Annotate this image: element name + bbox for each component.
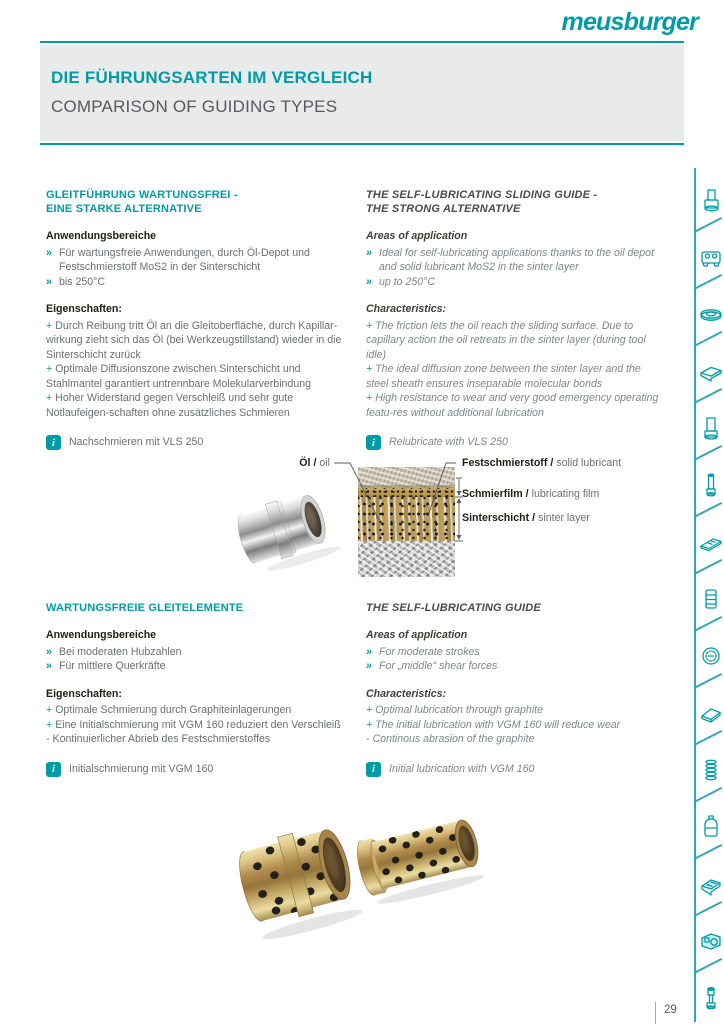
title-block-rule [40, 143, 684, 145]
info-icon: i [46, 762, 61, 777]
section1-heading-en: THE SELF-LUBRICATING SLIDING GUIDE - THE STRONG ALTERNATIVE [366, 189, 598, 215]
section2-heading-de: WARTUNGSFREIE GLEITELEMENTE [46, 602, 244, 614]
list-item: + Eine Initialschmierung mit VGM 160 reduziert den Verschleiß [46, 718, 341, 731]
sinter-layer-label: Sinterschicht / sinter layer [462, 512, 590, 524]
applications-list [366, 645, 666, 674]
washer-ring-icon [697, 286, 724, 343]
list-item: - Continous abrasion of the graphite [366, 733, 535, 745]
shoulder-screw-icon [697, 172, 724, 229]
list-item: + Optimale Diffusionszone zwischen Sinterschicht und Stahlmantel garantiert untrennbare Molekularverbindung [46, 363, 312, 390]
applications-title: Anwendungsbereiche [46, 629, 157, 641]
oil-label: Öl / oil [299, 457, 330, 469]
lubricating-film-label: Schmierfilm / lubricating film [462, 488, 600, 500]
lubricant-bottle-icon [697, 799, 724, 856]
list-item: - Kontinuierlicher Abrieb des Festschmierstoffes [46, 733, 271, 745]
list-item: + High resistance to wear and very good emergency operating featu-res without additional lubrication [366, 392, 659, 419]
list-item: » bis 250°C [46, 275, 106, 288]
characteristics-title: Eigenschaften: [46, 303, 122, 315]
latch-lock-icon [697, 913, 724, 970]
info-note [366, 435, 666, 450]
info-icon: i [366, 435, 381, 450]
bronze-bushing-photo-left [234, 805, 364, 957]
centering-unit-icon [697, 229, 724, 286]
guide-pillar-icon [697, 457, 724, 514]
characteristics-title: Eigenschaften: [46, 687, 122, 700]
section1-heading-de: GLEITFÜHRUNG WARTUNGSFREI - EINE STARKE ALTERNATIVE [46, 189, 238, 215]
page-title-en: COMPARISON OF GUIDING TYPES [51, 97, 338, 116]
list-item: » Ideal for self-lubricating applications thanks to the oil depot and solid lubricant MoS2 in the sinter layer [366, 246, 655, 273]
characteristics-title: Characteristics: [366, 303, 447, 315]
page-title-de: DIE FÜHRUNGSARTEN IM VERGLEICH [51, 68, 373, 87]
diagram-leader-lines [230, 450, 480, 590]
applications-list [46, 645, 346, 674]
section2-english-column [366, 601, 666, 777]
info-text: Nachschmieren mit VLS 250 [69, 436, 204, 449]
header-rule [40, 41, 684, 43]
section2-german-column [46, 601, 346, 777]
list-item: + The friction lets the oil reach the sliding surface. Due to capillary action the oil retreats in the sinter layer (during tool idle) [366, 319, 646, 361]
section2-heading-en: THE SELF-LUBRICATING GUIDE [366, 602, 541, 614]
slide-rail-icon [697, 514, 724, 571]
info-text: Relubricate with VLS 250 [389, 436, 508, 449]
sliding-bushing-icon [697, 571, 724, 628]
applications-list [366, 246, 666, 290]
list-item: + Optimal lubrication through graphite [366, 704, 544, 716]
list-item: + Durch Reibung tritt Öl an die Gleitoberfläche, durch Kapillar-wirkung zieht sich das Öl (bei Werkzeugstillstand) wieder in die Sinterschicht zurück [46, 319, 342, 361]
guide-bush-icon [697, 400, 724, 457]
title-block [40, 45, 684, 141]
round-insert-icon [697, 628, 724, 685]
info-text: Initial lubrication with VGM 160 [389, 762, 535, 775]
list-item: » For „middle“ shear forces [366, 660, 498, 672]
list-item: + The initial lubrication with VGM 160 will reduce wear [366, 718, 621, 731]
spring-icon [697, 742, 724, 799]
list-item: + Optimale Schmierung durch Graphiteinlagerungen [46, 704, 292, 716]
list-item: + The ideal diffusion zone between the sinter layer and the steel sheath ensures inseparable molecular bonds [366, 363, 641, 390]
list-item: » For moderate strokes [366, 645, 480, 658]
info-note [366, 762, 666, 777]
page-number-divider [655, 1002, 656, 1024]
sidebar-line [694, 168, 696, 1022]
applications-title: Areas of application [366, 629, 468, 641]
applications-title: Anwendungsbereiche [46, 230, 157, 242]
info-icon: i [366, 762, 381, 777]
info-note [46, 762, 346, 777]
characteristics-list [366, 319, 666, 421]
info-text: Initialschmierung mit VGM 160 [69, 762, 214, 775]
list-item: + Hoher Widerstand gegen Verschleiß und sehr gute Notlaufeigen-schaften ohne zusätzliches Schmieren [46, 392, 294, 419]
list-item: » Bei moderaten Hubzahlen [46, 645, 182, 658]
characteristics-title: Characteristics: [366, 687, 447, 700]
applications-list [46, 246, 346, 290]
solid-lubricant-label: Festschmierstoff / solid lubricant [462, 457, 622, 469]
flat-plate-icon [697, 343, 724, 400]
section1-english-column [366, 188, 666, 450]
meusburger-logo: meusburger [561, 8, 698, 36]
list-item: » Für wartungsfreie Anwendungen, durch Öl-Depot und Festschmierstoff MoS2 in der Sinterschicht [46, 246, 310, 273]
list-item: » up to 250°C [366, 275, 436, 288]
page-number: 29 [664, 1004, 677, 1016]
bronze-bushing-photo-right [352, 792, 492, 917]
characteristics-list [46, 319, 346, 421]
characteristics-list [366, 703, 666, 747]
screw-plug-icon [697, 970, 724, 1024]
characteristics-list [46, 703, 346, 747]
info-icon: i [46, 435, 61, 450]
info-note [46, 435, 346, 450]
applications-title: Areas of application [366, 230, 468, 242]
wedge-block-icon [697, 685, 724, 742]
list-item: » Für mittlere Querkräfte [46, 660, 166, 672]
section1-german-column [46, 188, 346, 450]
slide-block-icon [697, 856, 724, 913]
